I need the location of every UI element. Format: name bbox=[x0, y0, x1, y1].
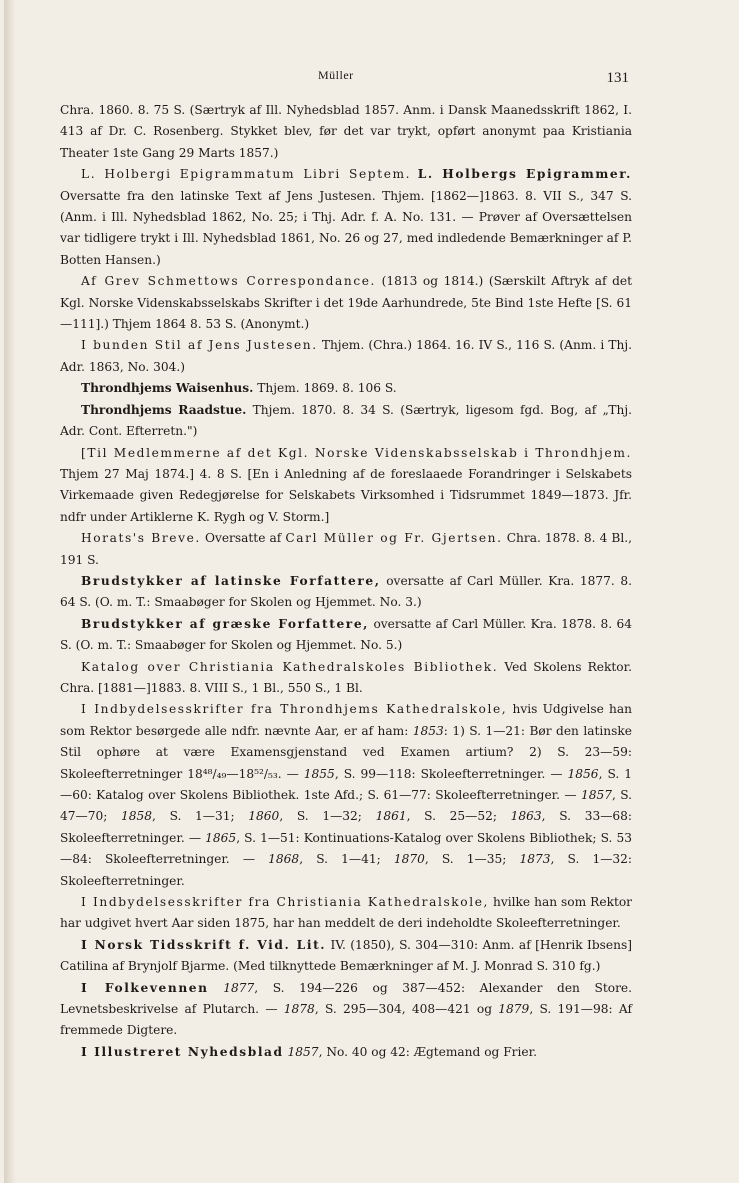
entry-text: Oversatte af bbox=[204, 531, 282, 546]
bib-entry bbox=[60, 657, 632, 700]
text-run: , S. 99—118: Skoleefterretninger. — bbox=[334, 766, 568, 781]
entry-title: L. Holbergi Epigrammatum Libri Septem. bbox=[81, 167, 412, 182]
entry-title: I Illustreret Nyhedsblad bbox=[81, 1044, 284, 1059]
entry-text: (1813 og 1814.) (Særskilt Aftryk af det Kgl. Norske Videnskabsselskabs Skrifter i det 19de Aarhundrede, 5te Bind 1ste Hefte [S. 61—111].) Thjem 1864 8. 53 S. (Anonymt.) bbox=[60, 274, 632, 332]
year-italic: 1873 bbox=[519, 852, 551, 867]
text-run: , S. 1—60: Katalog over Skolens Bibliothek. 1ste Afd.; S. 61—77: Skoleefterretninger. — bbox=[60, 766, 632, 802]
text-run: , No. 40 og 42: Ægtemand og Frier. bbox=[318, 1044, 537, 1059]
entry-title: I Folkevennen bbox=[81, 980, 209, 995]
text-run: , S. 1—32: Skoleefterretninger. bbox=[60, 852, 633, 888]
entry-title: Throndhjems Raadstue. bbox=[81, 402, 247, 417]
year-italic: 1855 bbox=[303, 766, 335, 781]
year-italic: 1853 bbox=[412, 723, 444, 738]
bib-entry bbox=[60, 892, 632, 935]
entry-translators: Carl Müller og Fr. Gjertsen. bbox=[285, 531, 503, 546]
year-italic: 1861 bbox=[375, 809, 407, 824]
entry-title: Katalog over Christiania Kathedralskoles Bibliothek. bbox=[81, 659, 499, 674]
text-run: , S. 194—226 og 387—452: Alexander den Store. Levnetsbeskrivelse af Plutarch. — bbox=[60, 980, 633, 1017]
bib-entry bbox=[60, 400, 632, 443]
year-italic: 1868 bbox=[268, 852, 300, 867]
entry-title: Throndhjems Waisenhus. bbox=[81, 381, 254, 396]
entry-bold-title: L. Holbergs Epigrammer. bbox=[417, 167, 632, 182]
entry-title: Brudstykker af latinske Forfattere, bbox=[81, 573, 381, 588]
bib-entry bbox=[60, 571, 632, 614]
bib-entry bbox=[60, 271, 632, 335]
year-italic: 1857 bbox=[580, 788, 612, 802]
bib-entry bbox=[60, 935, 632, 978]
bib-entry bbox=[60, 100, 632, 164]
entry-text: hvilke han som Rektor har udgivet hvert Aar siden 1875, har han meddelt de deri indeholdte Skoleefterretninger. bbox=[60, 895, 633, 931]
text-run: , S. 25—52; bbox=[406, 809, 511, 824]
entry-title: I Indbydelsesskrifter fra Throndhjems Kathedralskole, bbox=[81, 702, 508, 717]
text-run: , S. 191—98: Af fremmede Digtere. bbox=[60, 1002, 632, 1038]
bib-entry bbox=[60, 978, 632, 1042]
text-run: , S. 1—41; bbox=[299, 852, 394, 867]
page-body bbox=[60, 100, 632, 1063]
entry-text: Oversatte fra den latinske Text af Jens Justesen. Thjem. [1862—]1863. 8. VII S., 347 S. (Anm. i Ill. Nyhedsblad 1862, No. 25; i Thj. Adr. f. A. No. 131. — Prøver af Oversættelsen var tidligere trykt i Ill. Nyhedsblad 1861, No. 26 og 27, med indledende Bemærkninger af P. Botten Hansen.) bbox=[60, 188, 632, 267]
entry-text: Thjem 27 Maj 1874.] 4. 8 S. [En i Anledning af de foreslaaede Forandringer i Selskabets Virkemaade given Redegjørelse for Selskabets Virksomhed i Tidsrummet 1849—1873. Jfr. ndfr under Artiklerne K. Rygh og V. Storm.] bbox=[60, 466, 632, 524]
text-run: , S. 295—304, 408—421 og bbox=[314, 1002, 499, 1017]
entry-text: Thjem. 1870. 8. 34 S. (Særtryk, ligesom fgd. Bog, af „Thj. Adr. Cont. Efterretn.") bbox=[60, 402, 632, 439]
text-run: , S. 1—31; bbox=[152, 809, 249, 824]
text-run: , S. 1—35; bbox=[424, 852, 520, 867]
text-run: , S. 1—51: Kontinuations-Katalog over Skolens Bibliothek; S. 53—84: Skoleefterretninger. — bbox=[60, 830, 632, 867]
bib-entry bbox=[60, 164, 632, 271]
text-run: , S. 47—70; bbox=[60, 788, 632, 824]
text-run: , S. 1—32; bbox=[279, 809, 376, 824]
text-run: hvis Udgivelse han som Rektor besørgede alle ndfr. nævnte Aar, er af ham: bbox=[60, 702, 632, 738]
year-italic: 1857 bbox=[287, 1044, 319, 1059]
bib-entry bbox=[60, 1042, 632, 1063]
entry-title: Horats's Breve. bbox=[81, 531, 201, 546]
year-italic: 1877 bbox=[223, 980, 255, 995]
year-italic: 1856 bbox=[567, 766, 599, 781]
year-italic: 1858 bbox=[121, 809, 153, 824]
entry-title: I Indbydelsesskrifter fra Christiania Kathedralskole, bbox=[81, 895, 490, 910]
entry-text: Chra. 1878. 8. 4 Bl., 191 S. bbox=[60, 531, 633, 567]
text-run: , S. 33—68: Skoleefterretninger. — bbox=[60, 809, 633, 845]
bib-entry bbox=[60, 528, 632, 571]
bib-entry bbox=[60, 614, 632, 657]
entry-title: Brudstykker af græske Forfattere, bbox=[81, 616, 370, 631]
text-run: : 1) S. 1—21: Bør den latinske Stil ophøre at være Examensgjenstand ved Examen artium? 2) S. 23—59: Skoleefterretninger 18⁴⁸/₄₉—18⁵²/₅₃. — bbox=[60, 723, 632, 781]
year-italic: 1860 bbox=[248, 809, 280, 824]
running-head: Müller bbox=[318, 68, 354, 82]
entry-text: Ved Skolens Rektor. Chra. [1881—]1883. 8. VIII S., 1 Bl., 550 S., 1 Bl. bbox=[60, 659, 632, 695]
page-header bbox=[0, 66, 739, 92]
year-italic: 1878 bbox=[283, 1002, 315, 1017]
bib-entry bbox=[60, 699, 632, 892]
entry-text: Thjem. 1869. 8. 106 S. bbox=[257, 381, 397, 396]
entry-text: oversatte af Carl Müller. Kra. 1878. 8. 64 S. (O. m. T.: Smaabøger for Skolen og Hjemmet. No. 5.) bbox=[60, 616, 633, 653]
entry-text: IV. (1850), S. 304—310: Anm. af [Henrik Ibsens] Catilina af Brynjolf Bjarme. (Med tilknyttede Bemærkninger af M. J. Monrad S. 310 fg.) bbox=[60, 937, 632, 974]
entry-text: Thjem. (Chra.) 1864. 16. IV S., 116 S. (Anm. i Thj. Adr. 1863, No. 304.) bbox=[60, 338, 633, 374]
year-italic: 1879 bbox=[498, 1002, 530, 1017]
entry-title: Af Grev Schmettows Correspondance. bbox=[81, 274, 377, 289]
entry-title: I bunden Stil af Jens Justesen. bbox=[81, 338, 318, 353]
year-italic: 1863 bbox=[510, 809, 542, 824]
entry-text: Chra. 1860. 8. 75 S. (Særtryk af Ill. Nyhedsblad 1857. Anm. i Dansk Maanedsskrift 1862, I. 413 af Dr. C. Rosenberg. Stykket blev, før det var trykt, opført anonymt paa Kristiania Theater 1ste Gang 29 Marts 1857.) bbox=[60, 103, 632, 160]
year-italic: 1865 bbox=[205, 830, 237, 845]
bib-entry bbox=[60, 378, 632, 399]
bib-entry bbox=[60, 335, 632, 378]
entry-text bbox=[288, 1045, 537, 1059]
bib-entry bbox=[60, 443, 632, 529]
year-italic: 1870 bbox=[393, 852, 425, 867]
page-number: 131 bbox=[606, 70, 629, 86]
entry-text: oversatte af Carl Müller. Kra. 1877. 8. 64 S. (O. m. T.: Smaabøger for Skolen og Hjemmet. No. 3.) bbox=[60, 573, 632, 610]
entry-title: I Norsk Tidsskrift f. Vid. Lit. bbox=[81, 937, 327, 952]
entry-text bbox=[60, 702, 632, 887]
entry-title: [Til Medlemmerne af det Kgl. Norske Videnskabsselskab i Throndhjem. bbox=[81, 445, 632, 460]
